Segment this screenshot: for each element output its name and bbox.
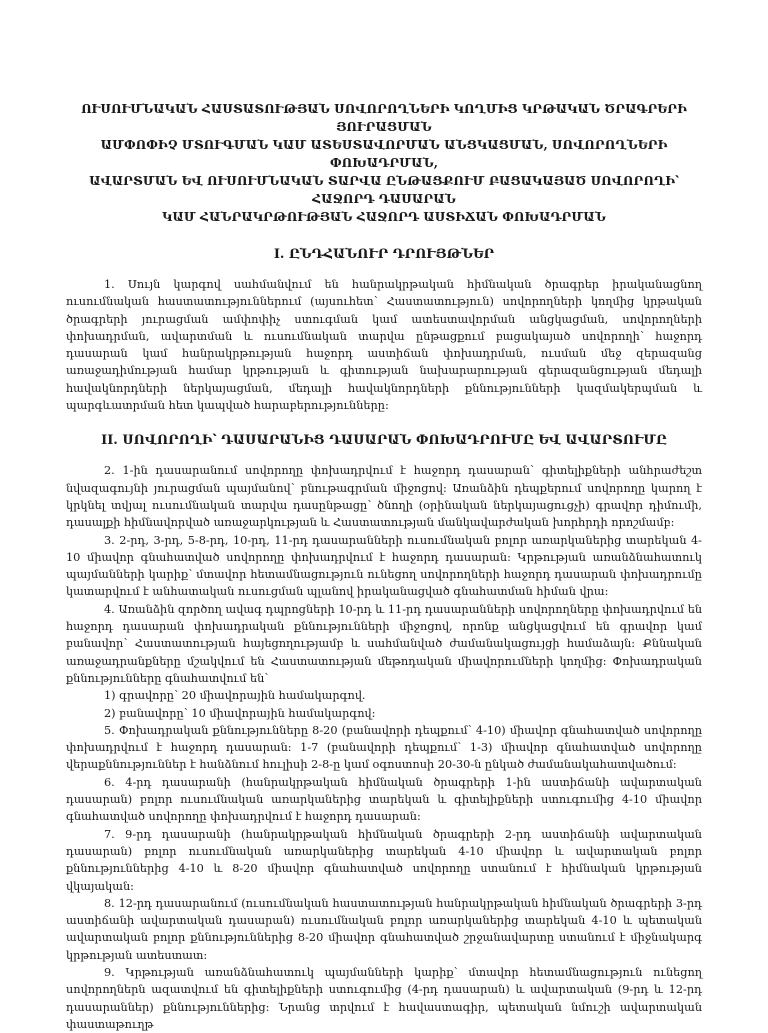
paragraph: 4. Առանձին զործող ավագ դպրոցների 10-րդ և 11-րդ դասարանների սովորողները փոխադրվում են հաջորդ դասարան փոխադրական քննությունների միջոցով, որոնք անցկացվում են գրավոր կամ բանավոր՝ Հաստատության հայեցողությամբ և սահմանված ժամանակացույցի համաձայն: Քննական առաջադրանքները մշակվում են Հաստատության մեթոդական միավորումների կողմից: Փոխադրական քննությունները գնահատվում են՝ xyxy=(66,602,702,685)
paragraph: 5. Փոխադրական քննությունները 8-20 (բանավորի դեպքում՝ 4-10) միավոր գնահատված սովորողը փոխադրվում է հաջորդ դասարան: 1-7 (բանավորի դեպքում՝ 1-3) միավոր գնահատված սովորողը վերաքննություններ է հանձնում հուլիսի 2-8-ը կամ օգոստոսի 20-30-ն ընկած ժամանակահատվածում: xyxy=(66,723,702,772)
paragraph: 8. 12-րդ դասարանում (ուսումնական հաստատության հանրակրթական հիմնական ծրագրերի 3-րդ աստիճանի ավարտական դասարան) ուսումնական բոլոր առարկաներից տարեկան 4-10 և պետական ավարտական բոլոր քննություններից 8-20 միավոր գնահատված շրջանավարտը ստանում է միջնակարգ կրթության ատեստատ: xyxy=(66,896,702,962)
section-heading-transfer: II. ՍՈՎՈՐՈՂԻ՝ ԴԱՍԱՐԱՆԻՑ ԴԱՍԱՐԱՆ ՓՈԽԱԴՐՈՒՄԸ ԵՎ ԱՎԱՐՏՈՒՄԸ xyxy=(101,433,667,449)
title-line: ԿԱՄ ՀԱՆՐԱԿՐԹՈՒԹՅԱՆ ՀԱՋՈՐԴ ԱՍՏԻՃԱՆ ՓՈԽԱԴՐՄԱՆ xyxy=(162,210,606,224)
paragraph: 9. Կրթության առանձնահատուկ պայմանների կարիք՝ մտավոր հետամնացություն ունեցող սովորողներն ազատվում են գիտելիքների ստուգումից (4-րդ դասարան) և ավարտական (9-րդ և 12-րդ դասարաններ) քննություններից: Նրանց տրվում է հավաստագիր, պետական նմուշի ավարտական փաստաթուղթ xyxy=(66,965,702,1031)
title-line: ԱՎԱՐՏՄԱՆ ԵՎ ՈՒՍՈՒՄՆԱԿԱՆ ՏԱՐՎԱ ԸՆԹԱՑՔՈՒՄ ԲԱՑԱԿԱՅԱԾ ՍՈՎՈՐՈՂԻ՝ ՀԱՋՈՐԴ ԴԱՍԱՐԱՆ xyxy=(89,174,679,206)
paragraph: 2. 1-ին դասարանում սովորողը փոխադրվում է հաջորդ դասարան՝ գիտելիքների անհրաժեշտ նվազագույնի յուրացման պայմանով՝ բնութագրման միջոցով: Առանձին դեպքերում սովորողը կարող է կրկնել տվյալ ուսումնական տարվա դասընթացը՝ ծնողի (օրինական ներկայացուցչի) գրավոր դիմումի, դասալքի հիմնավորված առաջարկության և Հաստատության մանկավարժական խորհրդի որոշմամբ: xyxy=(66,464,702,530)
section-heading-general: I. ԸՆԴՀԱՆՈՒՐ ԴՐՈՒՅԹՆԵՐ xyxy=(273,247,495,262)
document-title xyxy=(66,100,702,226)
list-item: 1) գրավորը՝ 20 միավորային համակարգով. xyxy=(104,689,366,703)
paragraph: 1. Սույն կարգով սահմանվում են հանրակրթական հիմնական ծրագրեր իրականացնող ուսումնական հաստատություններում (այսուհետ՝ Հաստատություն) սովորողների կողմից կրթական ծրագրերի յուրացման ամփոփիչ ստուգման կամ ատեստավորման անցկացման, սովորողների փոխադրման, ավարտման և ուսումնական տարվա ընթացքում բացակայած սովորողի՝ հաջորդ դասարան կամ հանրակրթության հաջորդ աստիճան փոխադրման, ուսման մեջ զերազանց առաջադիմության համար կրթության և գիտության նախարարության գերազանցության մեդալի հավակնորդների ներկայացման, մեդալի հավակնորդների քննությունների կազմակերպման և պարգևատրման հետ կապված հարաբերությունները: xyxy=(66,278,702,413)
list-item: 2) բանավորը՝ 10 միավորային համակարգով: xyxy=(104,706,376,720)
paragraph: 6. 4-րդ դասարանի (հանրակրթական հիմնական ծրագրերի 1-ին աստիճանի ավարտական դասարան) բոլոր ուսումնական առարկաներից տարեկան և գիտելիքների ստուգումից 4-10 միավոր գնահատված սովորողը փոխադրվում է հաջորդ դասարան: xyxy=(66,775,702,824)
paragraph: 3. 2-րդ, 3-րդ, 5-8-րդ, 10-րդ, 11-րդ դասարանների ուսումնական բոլոր առարկաներից տարեկան 4-10 միավոր գնահատված սովորողը փոխադրվում է հաջորդ դասարան: Կրթության առանձնահատուկ պայմանների կարիք՝ մտավոր հետամնացություն ունեցող սովորողների հաջորդ դասարան փոխադրումը կատարվում է անհատական ուսուցման պլանով իրականացված գնահատման հիման վրա: xyxy=(66,533,702,599)
paragraph: 7. 9-րդ դասարանի (հանրակրթական հիմնական ծրագրերի 2-րդ աստիճանի ավարտական դասարան) բոլոր ուսումնական առարկաներից տարեկան 4-10 միավոր և ավարտական բոլոր քննություններից 4-10 և 8-20 միավոր գնահատված սովորողը ստանում է հիմնական կրթության վկայական: xyxy=(66,827,702,893)
title-line: ԱՄՓՈՓԻՉ ՄՏՈՒԳՄԱՆ ԿԱՄ ԱՏԵՍՏԱՎՈՐՄԱՆ ԱՆՑԿԱՑՄԱՆ, ՍՈՎՈՐՈՂՆԵՐԻ ՓՈԽԱԴՐՄԱՆ, xyxy=(100,138,668,170)
title-line: ՈՒՍՈՒՄՆԱԿԱՆ ՀԱՍՏԱՏՈՒԹՅԱՆ ՍՈՎՈՐՈՂՆԵՐԻ ԿՈՂՄԻՑ ԿՐԹԱԿԱՆ ԾՐԱԳՐԵՐԻ ՅՈՒՐԱՑՄԱՆ xyxy=(81,102,687,134)
